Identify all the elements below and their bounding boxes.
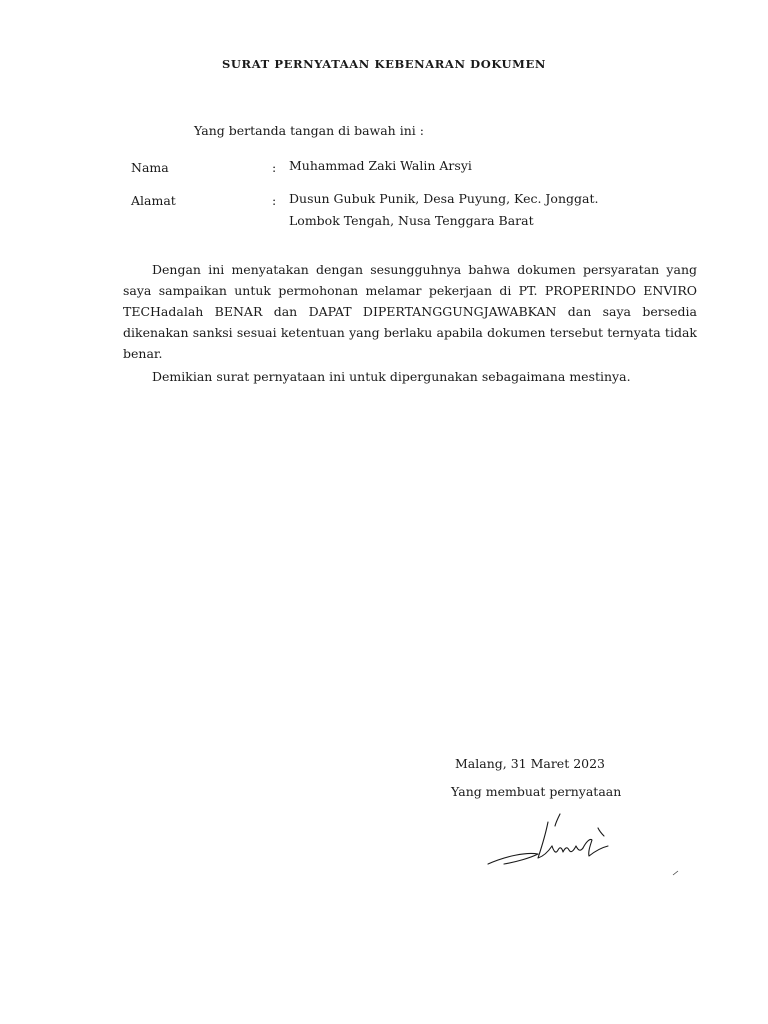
signature-icon	[486, 812, 626, 876]
signer-label: Yang membuat pernyataan	[451, 784, 622, 799]
field-value-line: Muhammad Zaki Walin Arsyi	[289, 158, 472, 173]
field-colon-alamat: :	[272, 193, 277, 208]
closing-paragraph: Demikian surat pernyataan ini untuk dipergunakan sebagaimana mestinya.	[152, 369, 631, 384]
field-colon-nama: :	[272, 160, 277, 175]
field-value-alamat	[289, 188, 598, 232]
field-label-nama: Nama	[131, 160, 169, 175]
document-title: SURAT PERNYATAAN KEBENARAN DOKUMEN	[222, 57, 546, 71]
place-date: Malang, 31 Maret 2023	[455, 756, 606, 771]
ink-mark-icon	[672, 870, 680, 876]
field-value-line: Dusun Gubuk Punik, Desa Puyung, Kec. Jonggat.	[289, 191, 599, 206]
field-value-nama	[289, 155, 472, 177]
field-value-line: Lombok Tengah, Nusa Tenggara Barat	[289, 213, 534, 228]
field-label-alamat: Alamat	[131, 193, 176, 208]
statement-paragraph: Dengan ini menyatakan dengan sesungguhnya bahwa dokumen persyaratan yang saya sampaikan untuk permohonan melamar pekerjaan di PT. PROPERINDO ENVIRO TECHadalah BENAR dan DAPAT DIPERTANGGUNGJAWABKAN dan saya bersedia dikenakan sanksi sesuai ketentuan yang berlaku apabila dokumen tersebut ternyata tidak benar.	[123, 262, 697, 361]
intro-text: Yang bertanda tangan di bawah ini :	[194, 123, 424, 138]
